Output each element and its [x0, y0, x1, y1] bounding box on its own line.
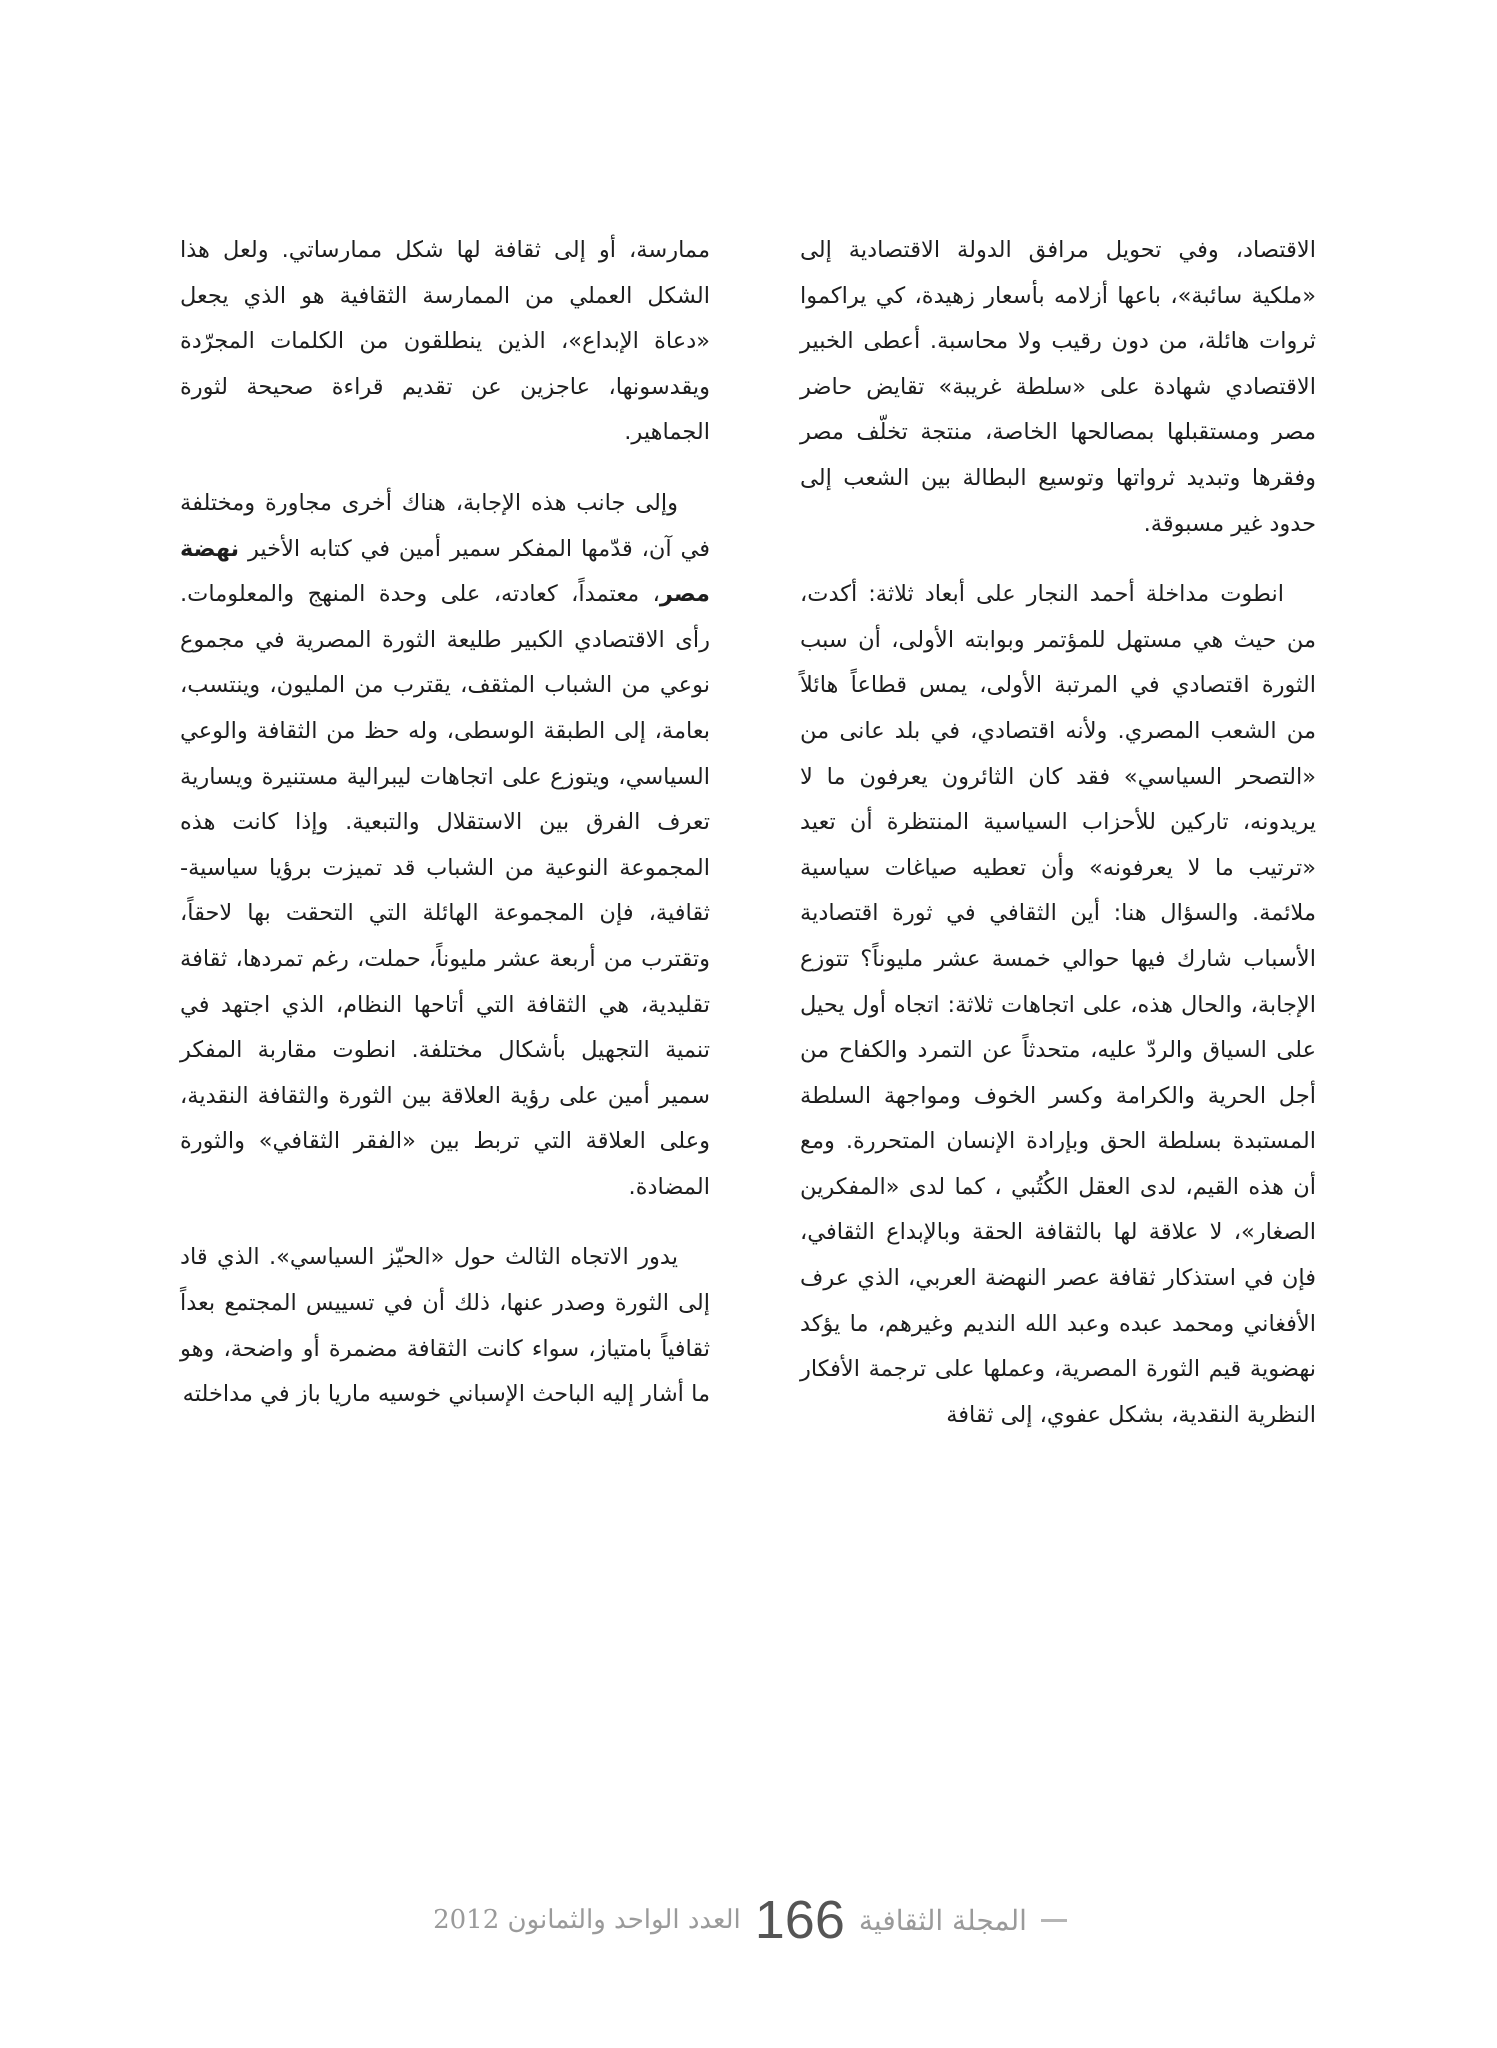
paragraph — [180, 481, 710, 1211]
page-number: 166 — [754, 1890, 845, 1950]
paragraph-text: ، معتمداً، كعادته، على وحدة المنهج والمعلومات. رأى الاقتصادي الكبير طليعة الثورة المصرية في مجموع نوعي من الشباب المثقف، يقترب من المليون، وينتسب، بعامة، إلى الطبقة الوسطى، وله حظ من الثقافة والوعي السياسي، ويتوزع على اتجاهات ليبرالية مستنيرة ويسارية تعرف الفرق بين الاستقلال والتبعية. وإذا كانت هذه المجموعة النوعية من الشباب قد تميزت برؤيا سياسية- ثقافية، فإن المجموعة الهائلة التي التحقت بها لاحقاً، وتقترب من أربعة عشر مليوناً، حملت، رغم تمردها، ثقافة تقليدية، هي الثقافة التي أتاحها النظام، الذي اجتهد في تنمية التجهيل بأشكال مختلفة. انطوت مقاربة المفكر سمير أمين على رؤية العلاقة بين الثورة والثقافة النقدية، وعلى العلاقة التي تربط بين «الفقر الثقافي» والثورة المضادة. — [180, 581, 710, 1200]
paragraph: يدور الاتجاه الثالث حول «الحيّز السياسي». الذي قاد إلى الثورة وصدر عنها، ذلك أن في تسييس المجتمع بعداً ثقافياً بامتياز، سواء كانت الثقافة مضمرة أو واضحة، وهو ما أشار إليه الباحث الإسباني خوسيه ماريا باز في مداخلته — [180, 1244, 710, 1408]
paragraph: ممارسة، أو إلى ثقافة لها شكل ممارساتي. ولعل هذا الشكل العملي من الممارسة الثقافية هو الذي يجعل «دعاة الإبداع»، الذين ينطلقون من الكلمات المجرّدة ويقدسونها، عاجزين عن تقديم قراءة صحيحة لثورة الجماهير. — [180, 237, 710, 446]
text-column-right — [800, 228, 1316, 1438]
paragraph: الاقتصاد، وفي تحويل مرافق الدولة الاقتصادية إلى «ملكية سائبة»، باعها أزلامه بأسعار زهيدة، كي يراكموا ثروات هائلة، من دون رقيب ولا محاسبة. أعطى الخبير الاقتصادي شهادة على «سلطة غريبة» تقايض حاضر مصر ومستقبلها بمصالحها الخاصة، منتجة تخلّف مصر وفقرها وتبديد ثرواتها وتوسيع البطالة بين الشعب إلى حدود غير مسبوقة. — [800, 237, 1316, 537]
text-column-left — [180, 228, 710, 1418]
issue-label: العدد الواحد والثمانون 2012 — [433, 1905, 741, 1935]
page-footer — [400, 1890, 1100, 1950]
book-title: نهضة مصر — [180, 535, 710, 608]
footer-rule — [1041, 1919, 1067, 1922]
magazine-name: المجلة الثقافية — [858, 1903, 1027, 1937]
paragraph: انطوت مداخلة أحمد النجار على أبعاد ثلاثة: أكدت، من حيث هي مستهل للمؤتمر وبوابته الأولى، أن سبب الثورة اقتصادي في المرتبة الأولى، يمس قطاعاً هائلاً من الشعب المصري. ولأنه اقتصادي، في بلد عانى من «التصحر السياسي» فقد كان الثائرون يعرفون ما لا يريدونه، تاركين للأحزاب السياسية المنتظرة أن تعيد «ترتيب ما لا يعرفونه» وأن تعطيه صياغات سياسية ملائمة. والسؤال هنا: أين الثقافي في ثورة اقتصادية الأسباب شارك فيها حوالي خمسة عشر مليوناً؟ تتوزع الإجابة، والحال هذه، على اتجاهات ثلاثة: اتجاه أول يحيل على السياق والردّ عليه، متحدثاً عن التمرد والكفاح من أجل الحرية والكرامة وكسر الخوف ومواجهة السلطة المستبدة بسلطة الحق وبإرادة الإنسان المتحررة. ومع أن هذه القيم، لدى العقل الكُتُبي ، كما لدى «المفكرين الصغار»، لا علاقة لها بالثقافة الحقة وبالإبداع الثقافي، فإن في استذكار ثقافة عصر النهضة العربي، الذي عرف الأفغاني ومحمد عبده وعبد الله النديم وغيرهم، ما يؤكد نهضوية قيم الثورة المصرية، وعملها على ترجمة الأفكار النظرية النقدية، بشكل عفوي، إلى ثقافة — [800, 581, 1316, 1428]
paragraph-text: وإلى جانب هذه الإجابة، هناك أخرى مجاورة ومختلفة في آن، قدّمها المفكر سمير أمين في كتابه الأخير — [180, 489, 710, 562]
